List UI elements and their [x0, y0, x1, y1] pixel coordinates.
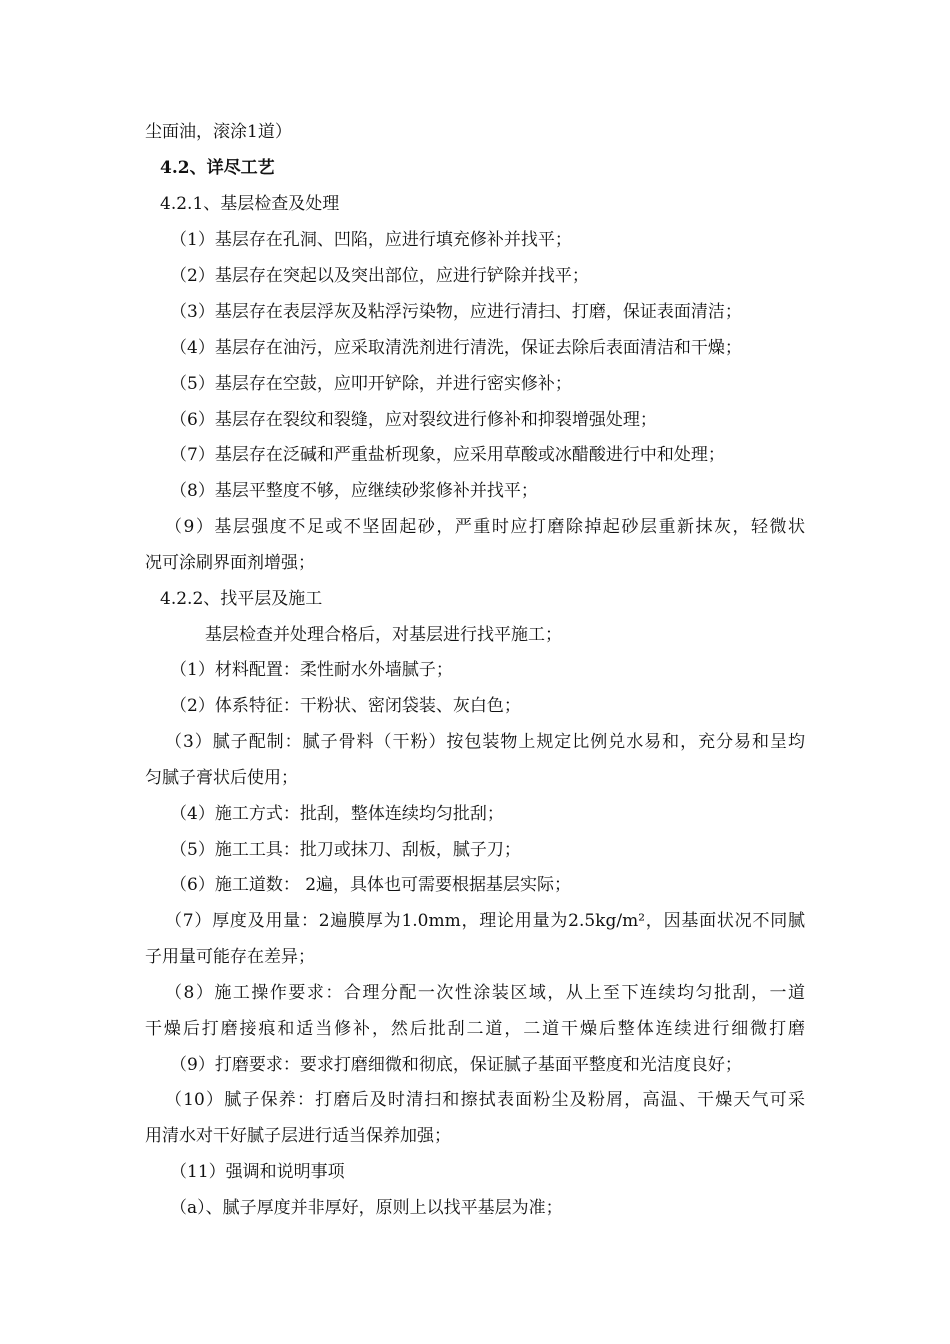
list-item-continuation: 匀腻子膏状后使用； [145, 768, 298, 788]
list-item: （2）基层存在突起以及突出部位，应进行铲除并找平； [170, 266, 589, 286]
list-item-continuation: 干燥后打磨接痕和适当修补，然后批刮二道，二道干燥后整体连续进行细微打磨 [145, 1019, 805, 1039]
list-item: （1）材料配置：柔性耐水外墙腻子； [170, 660, 453, 680]
list-item: （8）施工操作要求：合理分配一次性涂装区域，从上至下连续均匀批刮，一道 [165, 983, 805, 1003]
list-item: （9）打磨要求：要求打磨细微和彻底，保证腻子基面平整度和光洁度良好； [170, 1055, 742, 1075]
list-item: （7）基层存在泛碱和严重盐析现象，应采用草酸或冰醋酸进行中和处理； [170, 445, 725, 465]
list-item: （2）体系特征：干粉状、密闭袋装、灰白色； [170, 696, 521, 716]
paragraph: 基层检查并处理合格后，对基层进行找平施工； [205, 625, 562, 645]
list-item: （3）基层存在表层浮灰及粘浮污染物，应进行清扫、打磨，保证表面清洁； [170, 302, 742, 322]
list-item: （4）施工方式：批刮，整体连续均匀批刮； [170, 804, 504, 824]
subsection-heading: 4.2.2、找平层及施工 [160, 589, 323, 609]
list-item: （6）施工道数： 2遍，具体也可需要根据基层实际； [170, 875, 572, 895]
list-item-continuation: 用清水对干好腻子层进行适当保养加强； [145, 1126, 451, 1146]
list-item-continuation: 子用量可能存在差异； [145, 947, 315, 967]
list-item: （a）、腻子厚度并非厚好，原则上以找平基层为准； [170, 1198, 563, 1218]
list-item: （9）基层强度不足或不坚固起砂，严重时应打磨除掉起砂层重新抹灰，轻微状 [165, 517, 805, 537]
text-line: 尘面油，滚涂1道） [145, 122, 292, 142]
list-item: （6）基层存在裂纹和裂缝，应对裂纹进行修补和抑裂增强处理； [170, 410, 657, 430]
list-item: （3）腻子配制：腻子骨料（干粉）按包装物上规定比例兑水易和，充分易和呈均 [165, 732, 805, 752]
list-item: （4）基层存在油污，应采取清洗剂进行清洗，保证去除后表面清洁和干燥； [170, 338, 742, 358]
list-item: （1）基层存在孔洞、凹陷，应进行填充修补并找平； [170, 230, 572, 250]
list-item: （5）施工工具：批刀或抹刀、刮板，腻子刀； [170, 840, 521, 860]
list-item-continuation: 况可涂刷界面剂增强； [145, 553, 315, 573]
list-item: （8）基层平整度不够，应继续砂浆修补并找平； [170, 481, 538, 501]
list-item: （10）腻子保养：打磨后及时清扫和擦拭表面粉尘及粉屑，高温、干燥天气可采 [165, 1090, 805, 1110]
list-item: （7）厚度及用量：2遍膜厚为1.0mm，理论用量为2.5kg/m²，因基面状况不同腻 [165, 911, 805, 931]
list-item: （11）强调和说明事项 [170, 1162, 345, 1182]
list-item: （5）基层存在空鼓，应叩开铲除，并进行密实修补； [170, 374, 572, 394]
subsection-heading: 4.2.1、基层检查及处理 [160, 194, 340, 214]
section-heading: 4.2、详尽工艺 [160, 158, 275, 178]
